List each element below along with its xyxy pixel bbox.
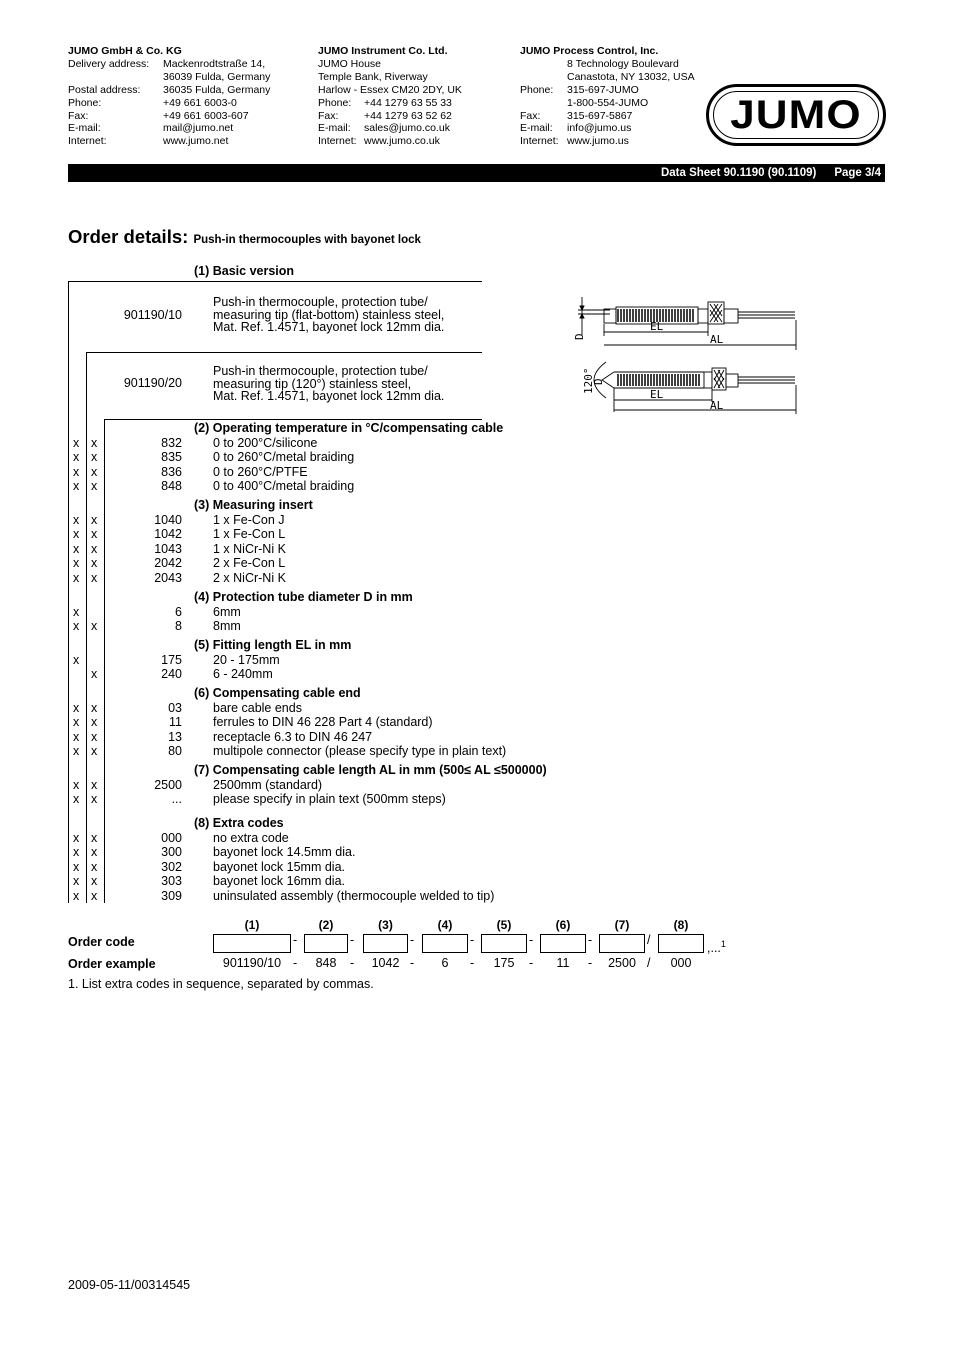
order-separator: - <box>470 933 475 947</box>
company-row <box>68 97 270 110</box>
company-row <box>520 97 695 110</box>
order-code-box <box>481 934 527 953</box>
option-text: please specify in plain text (500mm steps) <box>213 792 446 806</box>
order-code-label: Order code <box>68 935 135 949</box>
option-mark: x <box>91 715 98 729</box>
company-row-value: 36035 Fulda, Germany <box>163 83 271 96</box>
rule <box>104 419 482 420</box>
option-mark: x <box>73 450 80 464</box>
company-row-label: Internet: <box>68 135 107 148</box>
order-separator: / <box>647 933 651 947</box>
bracket-line <box>86 352 87 903</box>
order-example-separator: - <box>410 956 415 970</box>
option-mark: x <box>73 464 80 479</box>
option-mark: x <box>91 556 98 570</box>
company-row-value: 8 Technology Boulevard <box>567 57 679 70</box>
company-row-value: www.jumo.net <box>163 135 229 148</box>
company-name: JUMO Instrument Co. Ltd. <box>318 45 448 57</box>
option-mark: x <box>73 859 80 874</box>
order-column-header: (8) <box>673 918 689 932</box>
company-row-value: +44 1279 63 52 62 <box>364 109 452 122</box>
option-mark: x <box>73 777 80 792</box>
company-row <box>520 71 695 84</box>
label-120: 120° <box>582 367 595 394</box>
company-row <box>520 84 695 97</box>
option-code: ... <box>171 792 182 806</box>
section-heading: (6) Compensating cable end <box>194 686 361 700</box>
option-text: 20 - 175mm <box>213 652 280 667</box>
bracket-line <box>68 281 69 903</box>
jumo-logo <box>706 84 886 146</box>
option-mark: x <box>73 792 80 806</box>
order-column-header: (7) <box>614 918 630 932</box>
section-heading: (4) Protection tube diameter D in mm <box>194 590 413 604</box>
option-mark: x <box>91 570 98 585</box>
company-row-label: Phone: <box>520 83 554 96</box>
company-row <box>68 84 270 97</box>
order-example-value: 175 <box>493 956 515 970</box>
option-code: 2500 <box>154 777 182 792</box>
label-d2: D <box>592 378 605 385</box>
company-row <box>68 122 270 135</box>
option-mark: x <box>91 527 98 541</box>
company-row-value: 315-697-JUMO <box>567 83 639 96</box>
order-code-box <box>658 934 704 953</box>
option-mark: x <box>73 845 80 859</box>
option-mark: x <box>91 830 98 845</box>
company-row <box>520 122 695 135</box>
order-code-box <box>599 934 645 953</box>
order-column-header: (1) <box>244 918 260 932</box>
company-row-value: Harlow - Essex CM20 2DY, UK <box>318 83 462 96</box>
option-code: 000 <box>161 830 182 845</box>
option-mark: x <box>73 619 80 633</box>
option-mark: x <box>91 859 98 874</box>
option-mark: x <box>91 435 98 450</box>
section-heading: (7) Compensating cable length AL in mm (500≤ AL ≤500000) <box>194 763 547 777</box>
section-heading: (3) Measuring insert <box>194 498 313 512</box>
option-code: 03 <box>168 700 182 715</box>
company-row-value: 315-697-5867 <box>567 109 633 122</box>
option-text: bayonet lock 16mm dia. <box>213 874 346 888</box>
company-row-label: Fax: <box>520 109 541 122</box>
option-mark: x <box>73 570 80 585</box>
option-text: receptacle 6.3 to DIN 46 247 <box>213 729 373 744</box>
company-row <box>318 135 462 148</box>
company-name: JUMO Process Control, Inc. <box>520 45 659 57</box>
version-desc: Push-in thermocouple, protection tube/ <box>213 295 428 309</box>
option-code: 1043 <box>154 541 182 556</box>
order-footnote: 1. List extra codes in sequence, separated by commas. <box>68 977 374 991</box>
label-al2: AL <box>710 399 724 412</box>
option-mark: x <box>91 888 98 903</box>
option-mark: x <box>91 541 98 556</box>
company-row-value: mail@jumo.net <box>163 122 234 135</box>
page-title <box>68 226 421 248</box>
option-mark: x <box>91 744 98 758</box>
rule <box>68 281 482 282</box>
order-separator: - <box>293 933 298 947</box>
order-code-box <box>304 934 348 953</box>
company-block <box>520 45 695 148</box>
document-footer: 2009-05-11/00314545 <box>68 1278 191 1292</box>
order-code-box <box>213 934 291 953</box>
version-desc: Push-in thermocouple, protection tube/ <box>213 364 428 378</box>
company-row-value: +44 1279 63 55 33 <box>364 96 452 109</box>
option-mark: x <box>73 715 80 729</box>
company-row-label <box>520 71 567 84</box>
option-mark: x <box>73 652 80 667</box>
company-row-value: 36039 Fulda, Germany <box>163 70 271 83</box>
option-code: 11 <box>169 715 182 729</box>
company-row <box>318 71 462 84</box>
bracket-line <box>104 419 105 903</box>
order-example-separator: - <box>470 956 475 970</box>
option-code: 2042 <box>154 556 182 570</box>
option-text: 1 x Fe-Con L <box>213 527 286 541</box>
option-code: 835 <box>161 450 182 464</box>
order-example-value: 848 <box>315 956 337 970</box>
order-example-value: 000 <box>670 956 692 970</box>
thermocouple-drawing <box>570 290 800 420</box>
version-desc: Mat. Ref. 1.4571, bayonet lock 12mm dia. <box>213 389 445 403</box>
company-row-label: Fax: <box>318 109 339 122</box>
option-code: 302 <box>161 859 182 874</box>
company-row-label: Fax: <box>68 109 89 122</box>
company-row <box>68 71 270 84</box>
option-text: 2 x NiCr-Ni K <box>213 570 286 585</box>
option-mark: x <box>91 777 98 792</box>
order-column-header: (6) <box>555 918 571 932</box>
option-mark: x <box>73 700 80 715</box>
company-row-label: Delivery address: <box>68 57 150 70</box>
option-mark: x <box>73 744 80 758</box>
section-heading: (5) Fitting length EL in mm <box>194 638 352 652</box>
rule <box>86 352 482 353</box>
order-example-separator: - <box>350 956 355 970</box>
option-mark: x <box>73 888 80 903</box>
company-block <box>68 45 270 148</box>
company-row <box>318 97 462 110</box>
option-mark: x <box>73 527 80 541</box>
option-text: bare cable ends <box>213 700 302 715</box>
title-text: Order details: <box>68 226 189 247</box>
section-heading: (2) Operating temperature in °C/compensating cable <box>194 421 504 435</box>
option-mark: x <box>73 729 80 744</box>
company-row-value: Canastota, NY 13032, USA <box>567 70 695 83</box>
option-mark: x <box>73 556 80 570</box>
option-code: 832 <box>161 435 182 450</box>
option-mark: x <box>91 512 98 527</box>
company-block <box>318 45 462 148</box>
company-row-label: Postal address: <box>68 83 141 96</box>
section-heading: (8) Extra codes <box>194 816 284 830</box>
company-row <box>318 84 462 97</box>
option-mark: x <box>73 512 80 527</box>
company-row-value: Temple Bank, Riverway <box>318 70 428 83</box>
company-row-value: +49 661 6003-607 <box>163 109 249 122</box>
option-code: 309 <box>161 888 182 903</box>
page-number: Page 3/4 <box>834 167 881 179</box>
label-el: EL <box>650 320 664 333</box>
option-mark: x <box>73 604 80 619</box>
order-example-value: 6 <box>441 956 449 970</box>
option-code: 240 <box>161 667 182 681</box>
order-trailer: ,...$^1$ <box>707 939 726 956</box>
version-desc: Mat. Ref. 1.4571, bayonet lock 12mm dia. <box>213 320 445 334</box>
order-example-separator: / <box>647 956 651 970</box>
order-example-separator: - <box>529 956 534 970</box>
company-row-value: www.jumo.us <box>567 135 629 148</box>
option-mark: x <box>73 435 80 450</box>
option-mark: x <box>91 450 98 464</box>
logo-text: JUMO <box>730 93 862 137</box>
order-code-box <box>540 934 586 953</box>
option-text: 1 x NiCr-Ni K <box>213 541 286 556</box>
option-mark: x <box>91 464 98 479</box>
option-mark: x <box>73 479 80 493</box>
option-text: no extra code <box>213 830 289 845</box>
order-column-header: (5) <box>496 918 512 932</box>
version-code: 901190/10 <box>123 308 182 322</box>
version-desc: measuring tip (flat-bottom) stainless steel, <box>213 307 445 322</box>
company-name: JUMO GmbH & Co. KG <box>68 45 182 57</box>
company-row-value: 1-800-554-JUMO <box>567 96 649 109</box>
order-separator: - <box>588 933 593 947</box>
company-row-value: +49 661 6003-0 <box>163 96 237 109</box>
company-row <box>520 58 695 71</box>
company-row-label <box>68 71 163 84</box>
company-row-label: E-mail: <box>318 122 351 135</box>
option-text: 0 to 260°C/metal braiding <box>213 450 355 464</box>
option-text: 6mm <box>213 604 241 619</box>
company-row <box>520 135 695 148</box>
option-text: 0 to 260°C/PTFE <box>213 464 308 479</box>
order-column-header: (3) <box>378 918 393 932</box>
company-row-label: Internet: <box>520 135 559 148</box>
option-code: 13 <box>168 729 182 744</box>
datasheet-bar <box>68 164 885 182</box>
option-text: 1 x Fe-Con J <box>213 512 285 527</box>
option-code: 6 <box>175 604 182 619</box>
option-code: 8 <box>175 619 182 633</box>
option-code: 175 <box>161 652 182 667</box>
option-mark: x <box>91 619 98 633</box>
label-el2: EL <box>650 388 664 401</box>
option-mark: x <box>73 874 80 888</box>
version-desc: measuring tip (120°) stainless steel, <box>213 376 412 391</box>
company-row-value: sales@jumo.co.uk <box>364 122 450 135</box>
option-text: bayonet lock 15mm dia. <box>213 859 346 874</box>
company-row <box>318 58 462 71</box>
option-code: 1040 <box>154 512 182 527</box>
company-row-label: E-mail: <box>68 122 101 135</box>
option-mark: x <box>91 729 98 744</box>
order-code-box <box>363 934 408 953</box>
option-code: 1042 <box>154 527 182 541</box>
option-mark: x <box>91 667 98 681</box>
order-code-box <box>422 934 468 953</box>
option-text: 2 x Fe-Con L <box>213 556 286 570</box>
company-row-value: info@jumo.us <box>567 122 632 135</box>
order-column-header: (4) <box>437 918 453 932</box>
title-subtitle: Push-in thermocouples with bayonet lock <box>193 234 421 246</box>
company-row <box>318 122 462 135</box>
option-text: 2500mm (standard) <box>213 777 323 792</box>
version-code: 901190/20 <box>123 376 182 390</box>
company-row-value: www.jumo.co.uk <box>364 135 440 148</box>
option-mark: x <box>91 700 98 715</box>
option-code: 848 <box>161 479 182 493</box>
company-row-label: Internet: <box>318 135 357 148</box>
option-mark: x <box>91 874 98 888</box>
datasheet-number: Data Sheet 90.1190 (90.1109) <box>660 167 817 179</box>
company-row-label: Phone: <box>68 96 102 109</box>
option-text: uninsulated assembly (thermocouple welded to tip) <box>213 888 495 903</box>
company-row <box>68 58 270 71</box>
order-column-header: (2) <box>318 918 334 932</box>
order-separator: - <box>410 933 415 947</box>
order-example-separator: - <box>588 956 593 970</box>
option-text: 0 to 400°C/metal braiding <box>213 479 355 493</box>
option-code: 300 <box>161 845 182 859</box>
order-example-value: 1042 <box>371 956 400 970</box>
order-separator: - <box>350 933 355 947</box>
option-mark: x <box>91 479 98 493</box>
company-row-value: JUMO House <box>318 57 382 70</box>
company-row <box>520 110 695 123</box>
company-row-label <box>520 58 567 71</box>
option-mark: x <box>73 541 80 556</box>
option-text: multipole connector (please specify type in plain text) <box>213 744 507 758</box>
company-row <box>318 110 462 123</box>
order-example-value: 901190/10 <box>222 956 282 970</box>
option-code: 836 <box>161 464 182 479</box>
option-code: 80 <box>168 744 182 758</box>
order-separator: - <box>529 933 534 947</box>
option-text: bayonet lock 14.5mm dia. <box>213 845 356 859</box>
label-d: D <box>573 333 586 340</box>
option-mark: x <box>91 792 98 806</box>
option-mark: x <box>73 830 80 845</box>
label-al: AL <box>710 333 724 346</box>
order-example-value: 11 <box>556 956 570 970</box>
option-mark: x <box>91 845 98 859</box>
order-example-label: Order example <box>68 957 156 971</box>
company-row-label: E-mail: <box>520 122 553 135</box>
company-row-label: Phone: <box>318 96 352 109</box>
option-text: 0 to 200°C/silicone <box>213 435 318 450</box>
option-code: 303 <box>161 874 182 888</box>
order-example-separator: - <box>293 956 298 970</box>
option-text: 6 - 240mm <box>213 667 273 681</box>
option-text: ferrules to DIN 46 228 Part 4 (standard) <box>213 715 433 729</box>
company-row <box>68 135 270 148</box>
option-text: 8mm <box>213 619 241 633</box>
option-code: 2043 <box>154 570 182 585</box>
company-row <box>68 110 270 123</box>
footnote-mark: 1 <box>720 939 726 949</box>
section-heading: (1) Basic version <box>194 264 295 278</box>
order-example-value: 2500 <box>608 956 636 970</box>
company-row-label <box>520 97 567 110</box>
company-row-value: Mackenrodtstraße 14, <box>163 57 266 70</box>
